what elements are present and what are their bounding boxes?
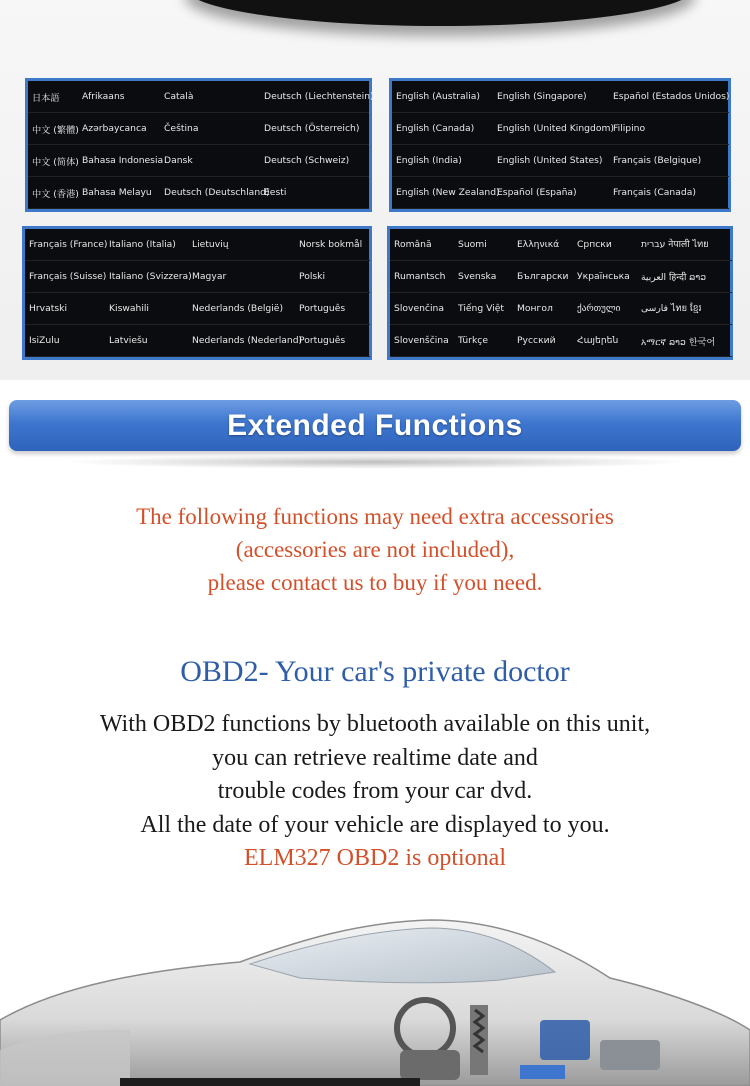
car-cutaway-image: [0, 900, 750, 1086]
language-option: English (United States): [493, 145, 609, 177]
language-option: Русский: [513, 325, 573, 357]
language-option: Հայերեն: [573, 325, 637, 357]
description-line: trouble codes from your car dvd.: [217, 778, 533, 804]
language-option: Svenska: [454, 261, 513, 293]
language-option: Українська: [573, 261, 637, 293]
language-option: Kiswahili: [105, 293, 188, 325]
language-option: Deutsch (Deutschland): [160, 177, 260, 209]
notice-line: The following functions may need extra accessories: [136, 504, 614, 529]
extended-functions-banner: [9, 400, 741, 451]
language-panel-2: [389, 78, 731, 212]
language-option: Español (Estados Unidos): [609, 81, 729, 113]
language-option: Français (Canada): [609, 177, 729, 209]
language-option: Lietuvių: [188, 229, 295, 261]
language-option: ქართული: [573, 293, 637, 325]
language-option: Română: [390, 229, 454, 261]
language-option: Rumantsch: [390, 261, 454, 293]
language-option: Latviešu: [105, 325, 188, 357]
language-option: English (United Kingdom): [493, 113, 609, 145]
language-option: English (Australia): [392, 81, 493, 113]
language-option: فارسی ไทย ខ្មែរ: [637, 293, 732, 325]
language-option: IsiZulu: [25, 325, 105, 357]
language-option: Italiano (Italia): [105, 229, 188, 261]
language-option: Slovenčina: [390, 293, 454, 325]
language-option: Filipino: [609, 113, 729, 145]
language-option: Español (España): [493, 177, 609, 209]
obd-description: [0, 708, 750, 876]
obd-section-title: OBD2- Your car's private doctor: [180, 655, 570, 688]
language-option: Dansk: [160, 145, 260, 177]
description-line: With OBD2 functions by bluetooth available on this unit,: [99, 711, 651, 737]
language-option: Bahasa Melayu: [78, 177, 160, 209]
language-option: Français (Belgique): [609, 145, 729, 177]
language-option: Magyar: [188, 261, 295, 293]
language-option: Српски: [573, 229, 637, 261]
language-option: Português: [295, 325, 370, 357]
language-option: Deutsch (Schweiz): [260, 145, 369, 177]
language-option: Deutsch (Österreich): [260, 113, 369, 145]
language-option: Tiếng Việt: [454, 293, 513, 325]
banner-shadow: [60, 455, 690, 469]
language-option: Polski: [295, 261, 370, 293]
description-line: All the date of your vehicle are displayed to you.: [140, 811, 610, 838]
notice-line: please contact us to buy if you need.: [207, 570, 543, 595]
language-option: Hrvatski: [25, 293, 105, 325]
language-option: Slovenščina: [390, 325, 454, 357]
banner-title: Extended Functions: [227, 408, 523, 442]
language-option: Deutsch (Liechtenstein): [260, 81, 369, 113]
language-option: Bahasa Indonesia: [78, 145, 160, 177]
language-option: Italiano (Svizzera): [105, 261, 188, 293]
language-option: Čeština: [160, 113, 260, 145]
language-option: አማርኛ ລາວ 한국어: [637, 325, 732, 357]
language-option: 日本語: [28, 81, 78, 113]
language-option: English (New Zealand): [392, 177, 493, 209]
language-option: Français (Suisse): [25, 261, 105, 293]
language-option: Français (France): [25, 229, 105, 261]
language-option: Монгол: [513, 293, 573, 325]
language-option: Português: [295, 293, 370, 325]
language-panel-4: [387, 226, 733, 360]
language-option: Suomi: [454, 229, 513, 261]
language-option: English (Canada): [392, 113, 493, 145]
language-option: Nederlands (Nederland): [188, 325, 295, 357]
language-option: Norsk bokmål: [295, 229, 370, 261]
language-option: English (Singapore): [493, 81, 609, 113]
language-option: Català: [160, 81, 260, 113]
language-panel-1: [25, 78, 372, 212]
language-option: Eesti: [260, 177, 369, 209]
optional-note: ELM327 OBD2 is optional: [244, 845, 506, 871]
language-option: Afrikaans: [78, 81, 160, 113]
language-option: 中文 (繁體): [28, 113, 78, 145]
language-option: العربية हिन्दी ລາວ: [637, 261, 732, 293]
language-panel-3: [22, 226, 372, 360]
car-illustration: [0, 900, 750, 1086]
language-option: Ελληνικά: [513, 229, 573, 261]
description-line: you can retrieve realtime date and: [212, 744, 538, 771]
notice-line: (accessories are not included),: [235, 537, 515, 562]
language-option: Azərbaycanca: [78, 113, 160, 145]
language-option: English (India): [392, 145, 493, 177]
language-option: Nederlands (België): [188, 293, 295, 325]
language-option: עברית नेपाली ไทย: [637, 229, 732, 261]
language-option: 中文 (简体): [28, 145, 78, 177]
language-option: Български: [513, 261, 573, 293]
accessories-notice: [0, 500, 750, 599]
language-option: 中文 (香港): [28, 177, 78, 209]
language-option: Türkçe: [454, 325, 513, 357]
